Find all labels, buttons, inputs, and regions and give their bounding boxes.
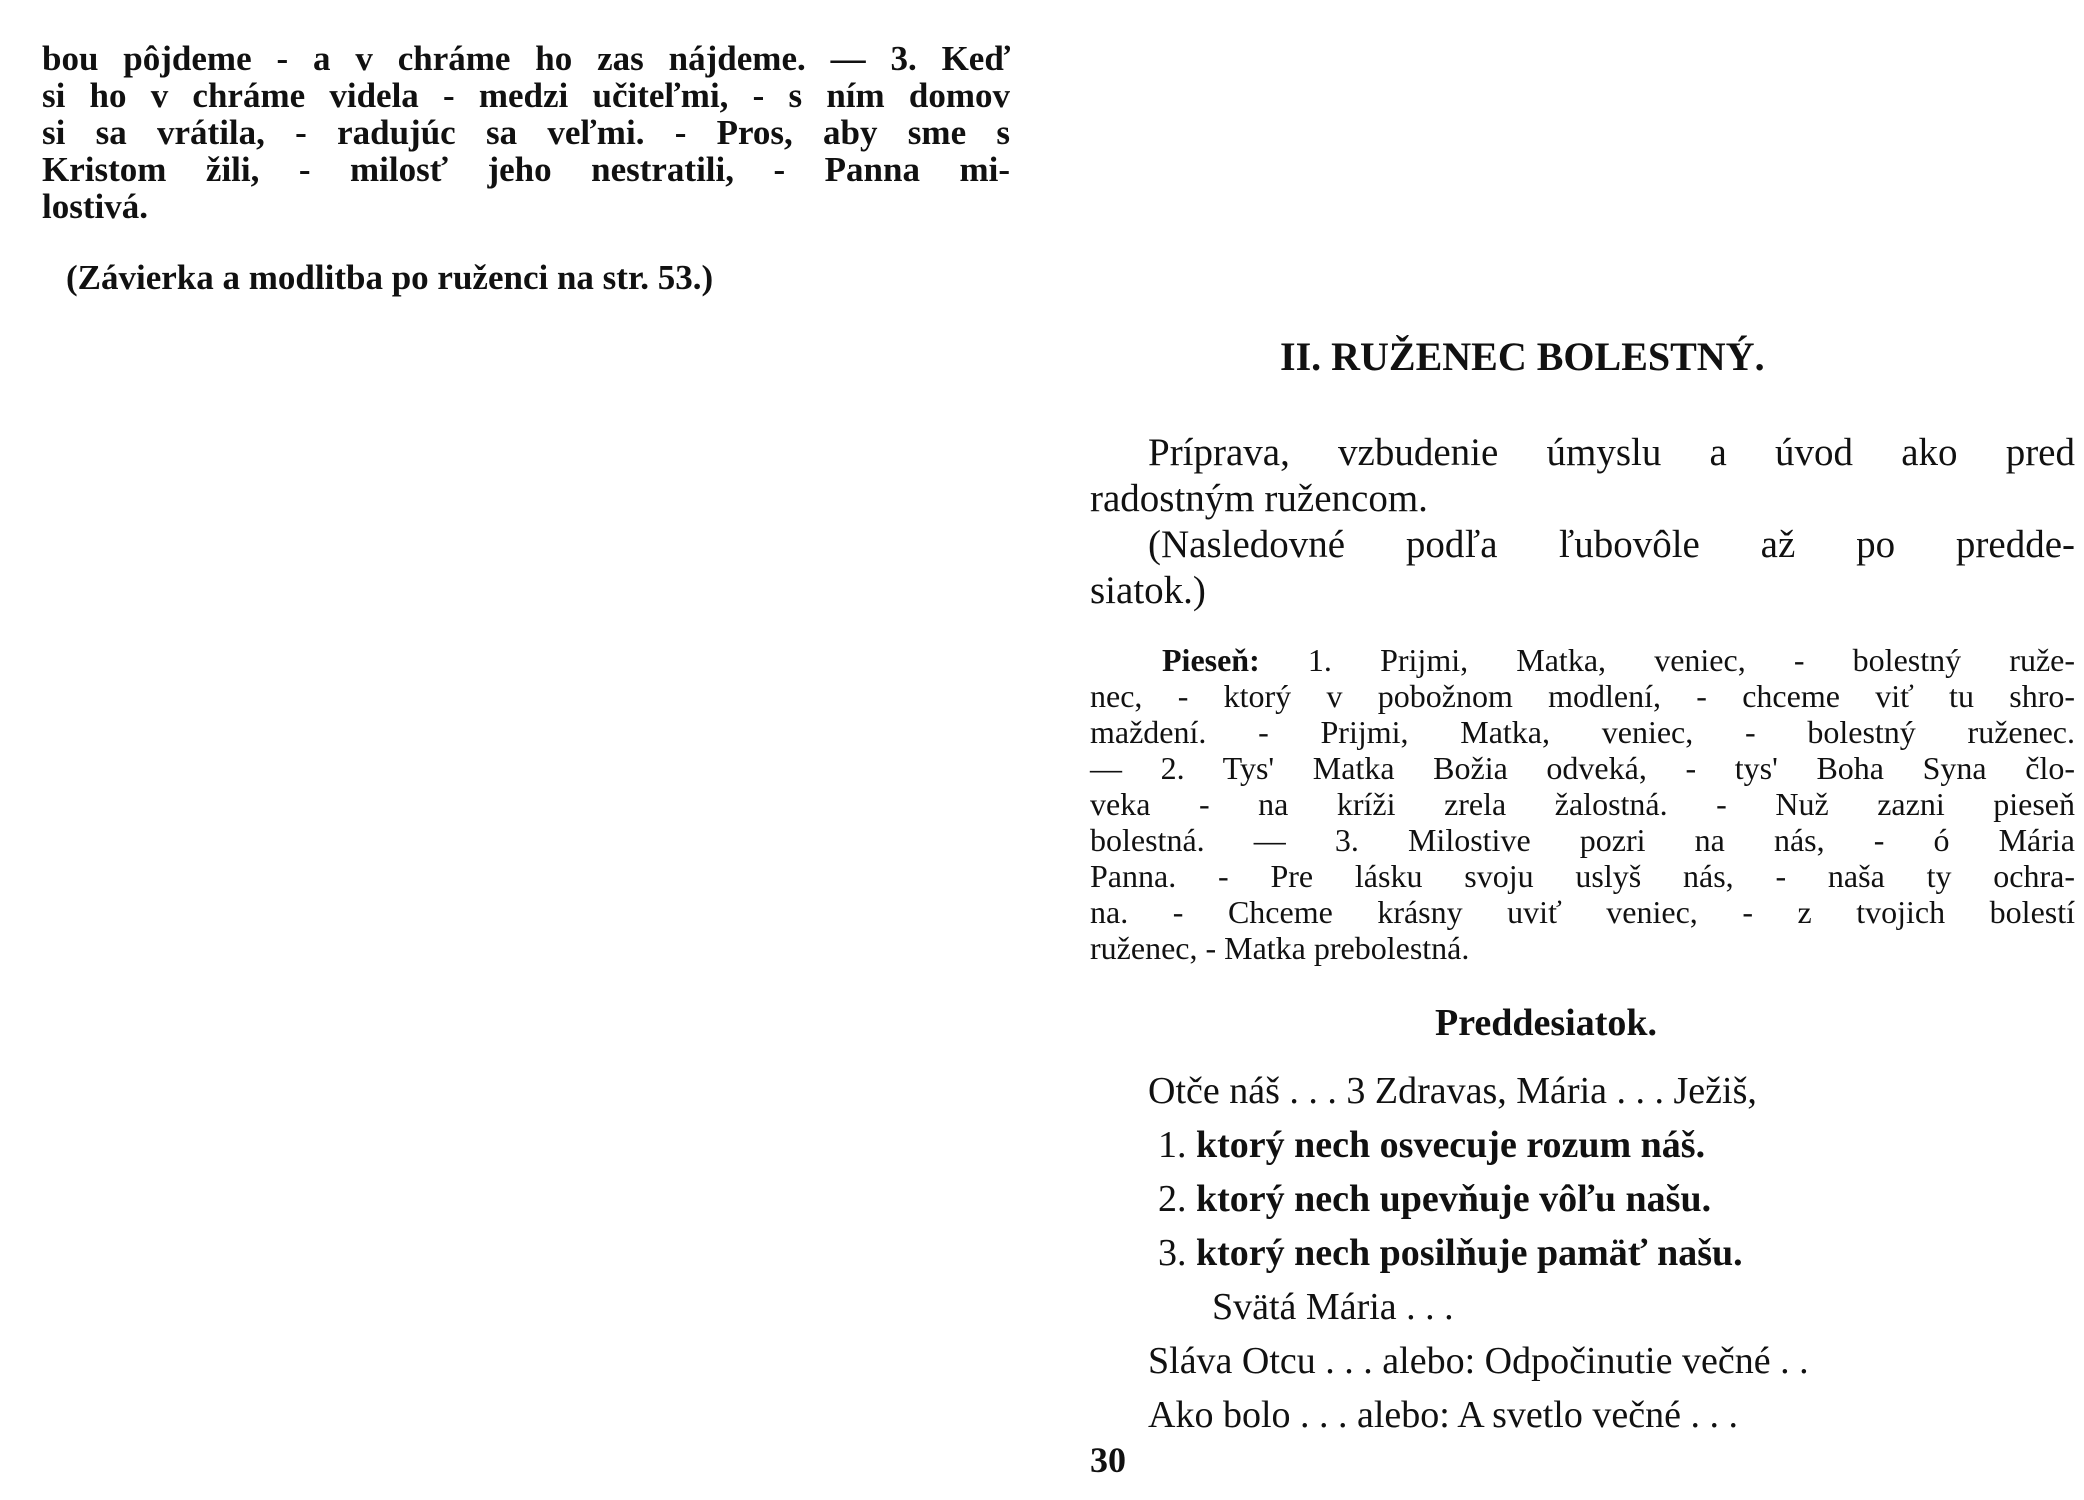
left-paragraph-line: si sa vrátila, - radujúc sa veľmi. - Pros, aby sme s bbox=[42, 113, 1010, 152]
left-paragraph bbox=[42, 40, 1010, 225]
song-label: Pieseň: bbox=[1162, 642, 1260, 678]
intro-line: siatok.) bbox=[1090, 569, 1206, 612]
prayer-item-text: ktorý nech posilňuje pamäť našu. bbox=[1196, 1232, 1743, 1274]
left-paragraph-line: Kristom žili, - milosť jeho nestratili, - Panna mi- bbox=[42, 150, 1010, 189]
prayer-closing: Ako bolo . . . alebo: A svetlo večné . . . bbox=[1148, 1394, 1738, 1436]
section-heading: II. RUŽENEC BOLESTNÝ. bbox=[1280, 334, 1765, 379]
prayer-item bbox=[1090, 1172, 2075, 1226]
left-paragraph-line: lostivá. bbox=[42, 187, 148, 226]
prayer-item-number: 1. bbox=[1158, 1124, 1187, 1166]
intro-line: Príprava, vzbudenie úmyslu a úvod ako pred bbox=[1148, 431, 2075, 474]
intro-line: radostným ružencom. bbox=[1090, 477, 1428, 520]
song-text: 1. Prijmi, Matka, veniec, - bolestný ruže- bbox=[1307, 642, 2076, 678]
left-paragraph-line: si ho v chráme videla - medzi učiteľmi, - s ním domov bbox=[42, 76, 1010, 115]
prayer-list bbox=[1090, 1064, 2075, 1442]
song-first-line bbox=[1090, 642, 2075, 678]
prayer-item bbox=[1090, 1118, 2075, 1172]
song-line: veka - na kríži zrela žalostná. - Nuž zazni pieseň bbox=[1090, 786, 2075, 822]
song-line: ruženec, - Matka prebolestná. bbox=[1090, 930, 1470, 966]
prayer-opening: Otče náš . . . 3 Zdravas, Mária . . . Ježiš, bbox=[1148, 1070, 1757, 1112]
song-line: — 2. Tys' Matka Božia odveká, - tys' Boha Syna člo- bbox=[1090, 750, 2075, 786]
closing-reference-note: (Závierka a modlitba po ruženci na str. 53.) bbox=[66, 258, 714, 297]
left-paragraph-line: bou pôjdeme - a v chráme ho zas nájdeme. — 3. Keď bbox=[42, 39, 1010, 78]
intro-line: (Nasledovné podľa ľubovôle až po predde- bbox=[1148, 523, 2075, 566]
song-block bbox=[1090, 642, 2075, 966]
subsection-heading: Preddesiatok. bbox=[1435, 1002, 1658, 1044]
prayer-item-text: ktorý nech upevňuje vôľu našu. bbox=[1196, 1178, 1712, 1220]
prayer-item-number: 2. bbox=[1158, 1178, 1187, 1220]
prayer-item-number: 3. bbox=[1158, 1232, 1187, 1274]
song-line: na. - Chceme krásny uviť veniec, - z tvojich bolestí bbox=[1090, 894, 2075, 930]
page-number: 30 bbox=[1090, 1440, 1126, 1480]
song-line: maždení. - Prijmi, Matka, veniec, - bolestný ruženec. bbox=[1090, 714, 2075, 750]
song-line: bolestná. — 3. Milostive pozri na nás, - ó Mária bbox=[1090, 822, 2075, 858]
song-line: nec, - ktorý v pobožnom modlení, - chceme viť tu shro- bbox=[1090, 678, 2075, 714]
prayer-sub: Svätá Mária . . . bbox=[1212, 1286, 1454, 1328]
intro-paragraph bbox=[1090, 430, 2075, 614]
prayer-item bbox=[1090, 1226, 2075, 1280]
prayer-closing: Sláva Otcu . . . alebo: Odpočinutie večné . . bbox=[1148, 1340, 1809, 1382]
prayer-item-text: ktorý nech osvecuje rozum náš. bbox=[1196, 1124, 1706, 1166]
song-line: Panna. - Pre lásku svoju uslyš nás, - naša ty ochra- bbox=[1090, 858, 2075, 894]
